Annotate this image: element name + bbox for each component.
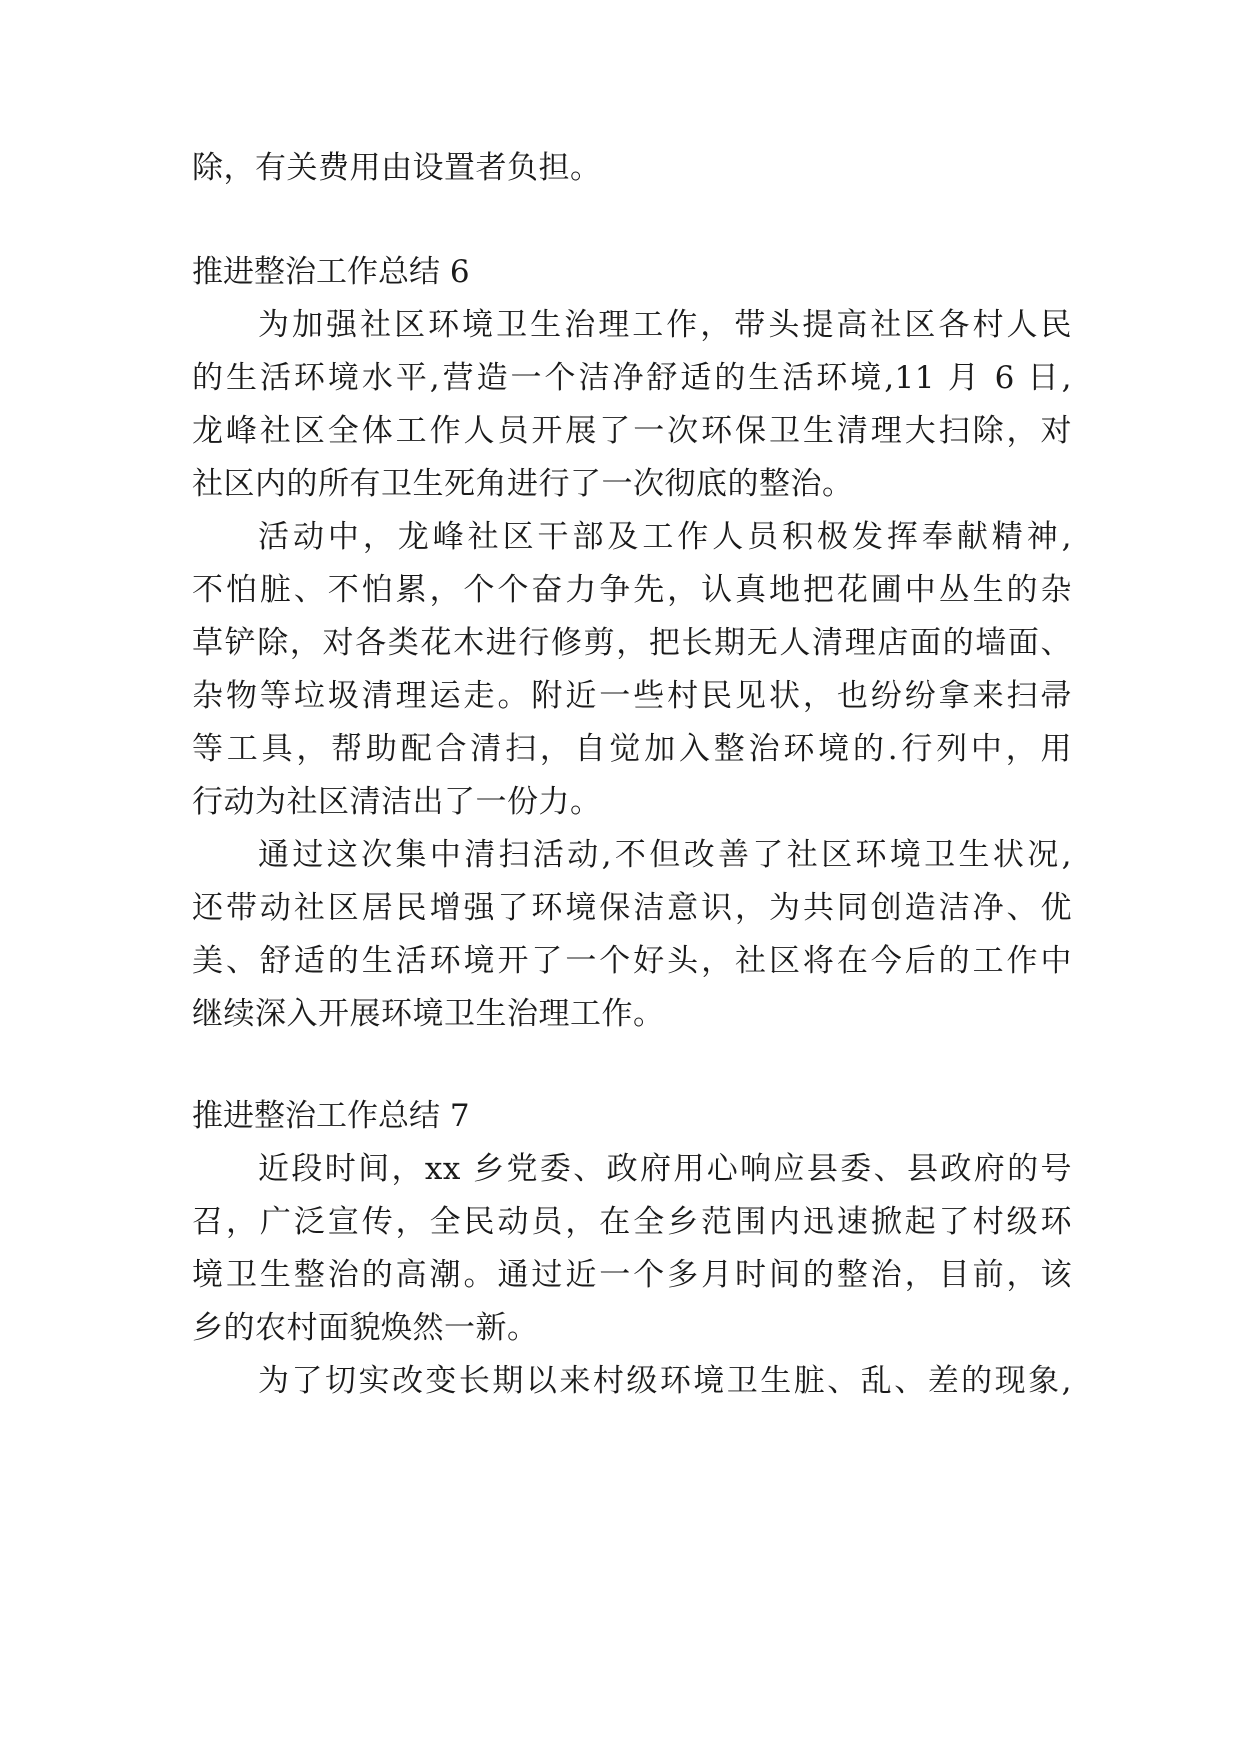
paragraph-line: 草铲除，对各类花木进行修剪，把长期无人清理店面的墙面、 (192, 625, 1072, 661)
paragraph-line: 美、舒适的生活环境开了一个好头，社区将在今后的工作中 (192, 943, 1072, 979)
intro-line: 除，有关费用由设置者负担。 (192, 150, 602, 186)
paragraph-line: 社区内的所有卫生死角进行了一次彻底的整治。 (192, 466, 854, 502)
paragraph-line: 近段时间，xx 乡党委、政府用心响应县委、县政府的号 (258, 1151, 1072, 1187)
section-6-heading: 推进整治工作总结 6 (192, 254, 470, 290)
paragraph-line: 的生活环境水平,营造一个洁净舒适的生活环境,11 月 6 日, (192, 360, 1072, 396)
paragraph-line: 乡的农村面貌焕然一新。 (192, 1310, 539, 1346)
section-7-heading: 推进整治工作总结 7 (192, 1098, 470, 1134)
paragraph-line: 行动为社区清洁出了一份力。 (192, 784, 602, 820)
paragraph-line: 活动中，龙峰社区干部及工作人员积极发挥奉献精神, (258, 519, 1072, 555)
paragraph-line: 境卫生整治的高潮。通过近一个多月时间的整治，目前，该 (192, 1257, 1072, 1293)
paragraph-line: 通过这次集中清扫活动,不但改善了社区环境卫生状况, (258, 837, 1072, 873)
paragraph-line: 还带动社区居民增强了环境保洁意识，为共同创造洁净、优 (192, 890, 1072, 926)
paragraph-line: 龙峰社区全体工作人员开展了一次环保卫生清理大扫除，对 (192, 413, 1072, 449)
paragraph-line: 为加强社区环境卫生治理工作，带头提高社区各村人民 (258, 307, 1072, 343)
paragraph-line: 召，广泛宣传，全民动员，在全乡范围内迅速掀起了村级环 (192, 1204, 1072, 1240)
paragraph-line: 杂物等垃圾清理运走。附近一些村民见状，也纷纷拿来扫帚 (192, 678, 1072, 714)
paragraph-line: 继续深入开展环境卫生治理工作。 (192, 996, 665, 1032)
paragraph-line: 为了切实改变长期以来村级环境卫生脏、乱、差的现象, (258, 1363, 1072, 1399)
paragraph-line: 不怕脏、不怕累，个个奋力争先，认真地把花圃中丛生的杂 (192, 572, 1072, 608)
paragraph-line: 等工具，帮助配合清扫，自觉加入整治环境的.行列中，用 (192, 731, 1072, 767)
